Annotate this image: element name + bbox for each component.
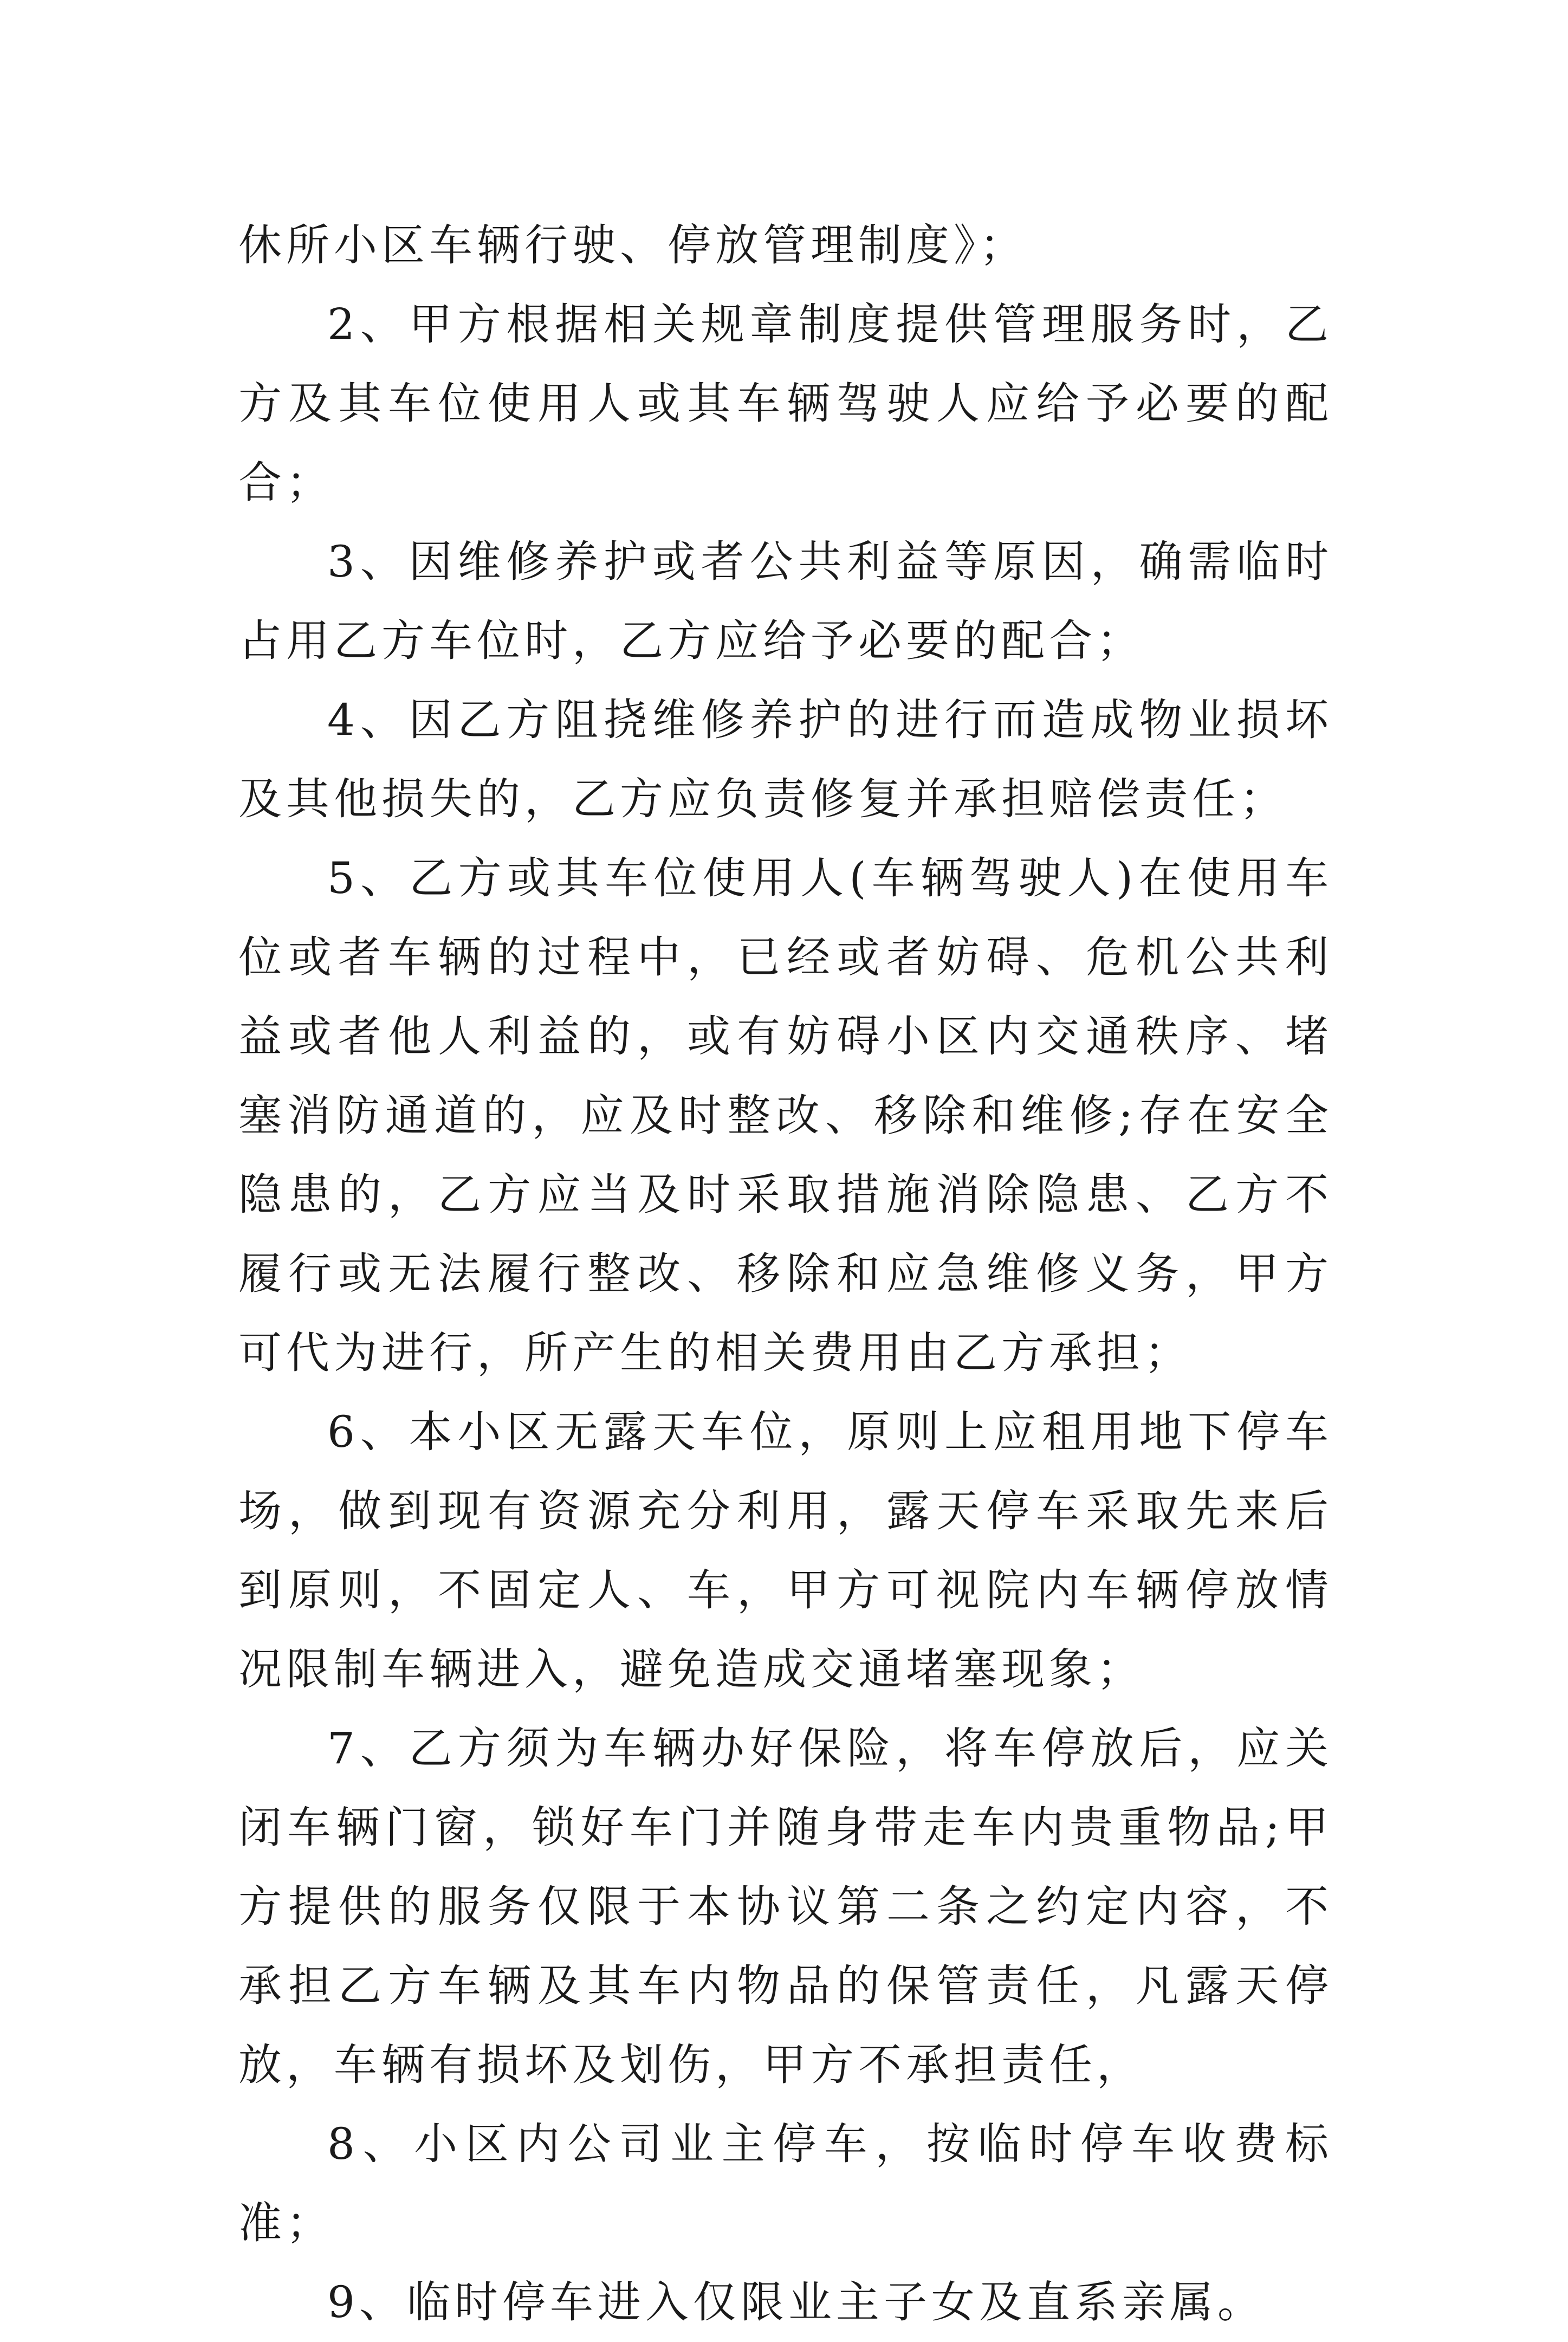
paragraph-item-6: 6、本小区无露天车位，原则上应租用地下停车场，做到现有资源充分利用，露天停车采取先来后到原则，不固定人、车，甲方可视院内车辆停放情况限制车辆进入，避免造成交通堵塞现象； (238, 1407, 1333, 1694)
paragraph-item-9: 9、临时停车进入仅限业主子女及直系亲属。 (327, 2277, 1265, 2327)
document-body (238, 206, 1333, 2342)
paragraph-item-5: 5、乙方或其车位使用人(车辆驾驶人)在使用车位或者车辆的过程中，已经或者妨碍、危机公共利益或者他人利益的，或有妨碍小区内交通秩序、堵塞消防通道的，应及时整改、移除和维修;存在安全隐患的，乙方应当及时采取措施消除隐患、乙方不履行或无法履行整改、移除和应急维修义务，甲方可代为进行，所产生的相关费用由乙方承担； (238, 853, 1333, 1378)
paragraph-continuation: 休所小区车辆行驶、停放管理制度》； (238, 220, 1027, 270)
paragraph-item-7: 7、乙方须为车辆办好保险，将车停放后，应关闭车辆门窗，锁好车门并随身带走车内贵重物品;甲方提供的服务仅限于本协议第二条之约定内容，不承担乙方车辆及其车内物品的保管责任，凡露天停放，车辆有损坏及划伤，甲方不承担责任， (238, 1723, 1333, 2090)
paragraph-item-4: 4、因乙方阻挠维修养护的进行而造成物业损坏及其他损失的，乙方应负责修复并承担赔偿责任； (238, 695, 1333, 824)
paragraph-item-2: 2、甲方根据相关规章制度提供管理服务时，乙方及其车位使用人或其车辆驾驶人应给予必要的配合； (238, 299, 1333, 508)
paragraph-item-3: 3、因维修养护或者公共利益等原因，确需临时占用乙方车位时，乙方应给予必要的配合； (238, 536, 1333, 666)
paragraph-item-8: 8、小区内公司业主停车，按临时停车收费标准； (238, 2119, 1333, 2248)
